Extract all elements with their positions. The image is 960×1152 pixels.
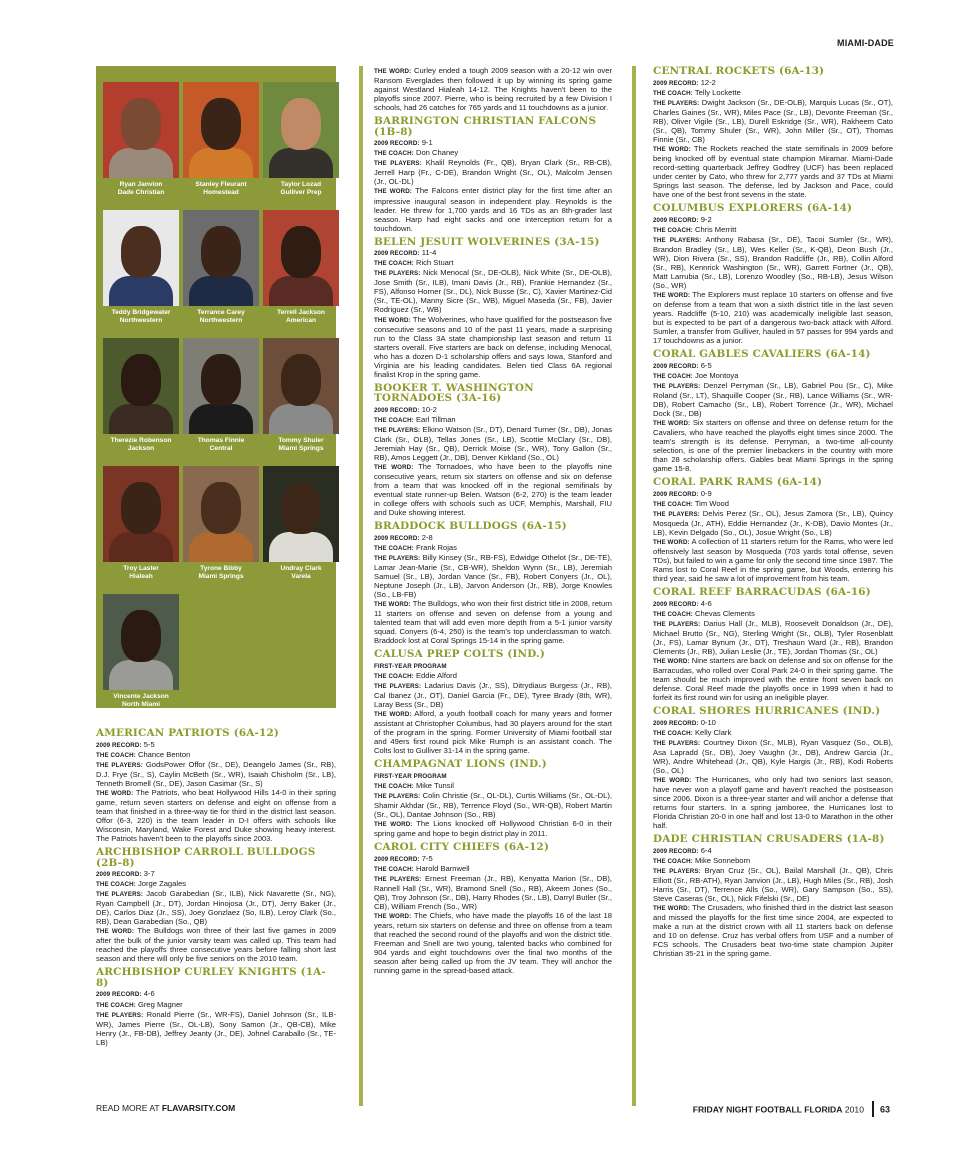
team-players: THE PLAYERS: Denzel Perryman (Sr., LB), Gabriel Pou (Sr., C), Mike Roland (Sr., LT), Shaquille Cooper (Sr., RB), Lance Williams (Sr., WR-DB), Robert Camacho (Sr., LB), Robert Torrence (Jr., WR), Michael Dock (Sr., DB): [653, 380, 893, 418]
magazine-name: FRIDAY NIGHT FOOTBALL FLORIDA: [692, 1104, 843, 1115]
player-name: Vincente Jackson: [113, 693, 169, 700]
player-caption: [261, 309, 341, 325]
team-coach: THE COACH: Harold Barnwell: [374, 863, 470, 873]
team-entry-coral-shores-hurricanes-ind: [653, 706, 893, 830]
player-shirt: [109, 532, 173, 562]
team-coach: THE COACH: Rich Stuart: [374, 258, 454, 268]
team-coach: THE COACH: Greg Magner: [96, 999, 183, 1009]
team-entry-coral-reef-barracudas-6a-16: [653, 587, 893, 702]
read-more-text: READ MORE AT: [96, 1103, 160, 1113]
footer-folio: [693, 1102, 890, 1118]
player-name: Therezie Robenson: [110, 437, 172, 444]
team-record: 2009 RECORD: 9-2: [653, 214, 712, 224]
team-entry-archbishop-carroll-bulldogs-2b-8: [96, 847, 336, 963]
team-word: THE WORD: The Bulldogs won three of their last five games in 2009 after the bulk of the junior varsity team was called up. This team had reached the playoffs three consecutive years before falling short last season and there will only be five seniors on the 2010 team.: [96, 926, 337, 964]
column-divider-right: [632, 66, 636, 1106]
team-word: THE WORD: The Explorers must replace 10 starters on offense and five on defense from a team that won a sixth district title in the last seven years. Radcliffe (5-10, 210) was academically ineligible last season, but is expected to be part of a dangerous two-back attack with Alford. Sumler, a transfer from Gulliver, hauled in 57 passes for 994 yards and 17 touchdowns as a junior.: [653, 289, 893, 346]
player-photo: [183, 210, 259, 306]
player-photo: [103, 210, 179, 306]
team-entry-dade-christian-crusaders-1a-8: [653, 834, 893, 958]
team-entry-coral-gables-cavaliers-6a-14: [653, 349, 893, 473]
team-name: CALUSA PREP COLTS (IND.): [374, 648, 545, 661]
team-name: ARCHBISHOP CURLEY KNIGHTS (1A-8): [96, 966, 326, 989]
player-caption: [101, 437, 181, 453]
team-record: 2009 RECORD: 3-7: [96, 869, 155, 879]
player-name: Troy Laster: [123, 565, 159, 572]
team-name: COLUMBUS EXPLORERS (6A-14): [653, 202, 853, 215]
team-word: THE WORD: The Falcons enter district play for the first time after an impressive inaugural season in independent play. Reynolds is the leader. He threw for 1,700 yards and 16 TDs as an 8th-grader last season. Harp had eight sacks and one interception return for a touchdown.: [374, 186, 612, 233]
player-name: Stanley Fleurant: [195, 181, 247, 188]
player-photo: [103, 466, 179, 562]
team-coach: THE COACH: Chance Benton: [96, 749, 191, 759]
player-caption: [101, 309, 181, 325]
player-shirt: [269, 404, 333, 434]
team-name: DADE CHRISTIAN CRUSADERS (1A-8): [653, 833, 885, 846]
team-word: THE WORD: The Rockets reached the state semifinals in 2009 before being knocked off by eventual state champion Miramar. Miami-Dade record-setting quarterback Jeffrey Godfrey (UCF) has been replaced under center by Cato, who threw for 2,777 yards and 37 TDs at Miami Springs last season. The defense, led by Jackson and Pace, could have one of the best front sevens in the state.: [653, 143, 893, 200]
team-entry-booker-t-washington-tornadoes-3a-16: [374, 383, 612, 518]
team-players: THE PLAYERS: GodsPower Offor (Sr., DE), Deangelo James (Sr., RB), D.J. Frye (Sr., S), Caylin McBeth (Sr., WR), Isaiah Chisholm (Sr., LB), Tenneth Bromell (Sr., DE), Jason Casimar (Sr., S): [96, 759, 336, 788]
team-name: CHAMPAGNAT LIONS (IND.): [374, 758, 547, 771]
team-players: THE PLAYERS: Ronald Pierre (Sr., WR-FS), Daniel Johnson (Sr., ILB-WR), James Pierre (Sr., OL-LB), Sony Samon (Jr., QB-CB), Mike Henry (Jr., FB-DB), Jeffrey Jeanty (Jr., DE), Johnel Caraballo (Sr., TE-LB): [96, 1009, 336, 1047]
team-players: THE PLAYERS: Ernest Freeman (Jr., RB), Kenyatta Marion (Sr., DB), Rannell Hall (Sr., WR), Bramond Snell (So., RB), Akeem Jones (So., QB), Troy Johnson (Sr., DB), Harry Rhodes (Sr., LB), Darryl Butler (Sr., CB), William French (So., WR): [374, 873, 613, 912]
player-photo: [263, 338, 339, 434]
player-school: Northwestern: [199, 317, 243, 324]
team-word: THE WORD: The Tornadoes, who have been to the playoffs nine consecutive years, return six starters on offense and six on defense from a team that was knocked off in the regional semifinals by eventual state runner-up Belen. Watson (6-2, 270) is the team leader in college offers with schools such as UCF, Memphis, Marshall, FIU and Duke showing interest.: [374, 462, 612, 518]
team-record: 2009 RECORD: 6-4: [653, 845, 712, 855]
team-word: THE WORD: Six starters on offense and three on defense return for the Cavaliers, who have reached the playoffs eight times since 2000. The team's strength is its defense. Perryman, a two-time all-county selection, is one of the premier linebackers in the country with more than 28 scholarship offers. Gables beat Miami Springs in the spring game 15-8.: [653, 418, 893, 474]
player-name: Terrell Jackson: [277, 309, 325, 316]
site-link[interactable]: FLAVARSITY.COM: [161, 1103, 236, 1113]
player-face: [281, 482, 321, 534]
team-coach: THE COACH: Tim Wood: [653, 498, 730, 508]
player-face: [201, 354, 241, 406]
team-players: THE PLAYERS: Ladarius Davis (Jr., SS), Ditrydiaus Burgess (Jr., RB), Cal Ibanez (Jr., OT), Daniel Garcia (Fr., DE), Tyree Brady (8th, WR), Laray Bess (Sr., DB): [374, 681, 612, 710]
team-name: CENTRAL ROCKETS (6A-13): [653, 65, 825, 77]
player-school: Miami Springs: [198, 573, 244, 580]
player-photo: [183, 82, 259, 178]
team-word: THE WORD: Alford, a youth football coach for many years and former assistant at Christopher Columbus, had 30 players around for the start of the program in the spring. Former University of Miami football star and 49ers first round pick Mike Rumph is an assistant coach. The Colts lost to Gulliver 31-14 in the spring game.: [374, 709, 612, 756]
player-shirt: [109, 404, 173, 434]
team-record: FIRST-YEAR PROGRAM: [374, 662, 447, 670]
word-text: Curley ended a tough 2009 season with a 20-12 win over Ransom Everglades then followed it up by winning its spring game against Westland Hialeah 14-12. The Knights haven't been to the playoffs since 2007. Pierre, who is being recruited by a few Division I schools, had 26 catches for 765 yards and 11 touchdowns as a junior.: [374, 66, 612, 113]
team-name: CAROL CITY CHIEFS (6A-12): [374, 841, 550, 854]
player-caption: [181, 437, 261, 453]
team-coach: THE COACH: Mike Sonneborn: [653, 855, 751, 865]
player-shirt: [109, 660, 173, 690]
team-name: CORAL GABLES CAVALIERS (6A-14): [653, 348, 871, 361]
player-shirt: [269, 276, 333, 306]
team-entry-archbishop-curley-knights-1a-8: [96, 967, 336, 1046]
team-entry-braddock-bulldogs-6a-15: [374, 521, 612, 645]
player-shirt: [189, 404, 253, 434]
team-players: THE PLAYERS: Dwight Jackson (Sr., DE-OLB), Marquis Lucas (Sr., OT), Charles Gaines (Sr., WR), Miles Pace (Sr., LB), Devonte Freeman (Sr., RB), Oliver Vigile (Sr., LB), Durell Eskridge (Sr., WR), Rakheem Cato (Sr., QB), Tommy Shuler (Sr., WR), John Miller (Sr., OT), Thomas Finnie (Sr., CB): [653, 97, 893, 144]
player-shirt: [189, 148, 253, 178]
team-word: THE WORD: The Lions knocked off Hollywood Christian 6-0 in their spring game and hope to begin district play in 2011.: [374, 819, 612, 839]
player-face: [281, 354, 321, 406]
player-photo: [183, 466, 259, 562]
team-name: BARRINGTON CHRISTIAN FALCONS (1B-8): [374, 115, 597, 138]
player-shirt: [189, 276, 253, 306]
player-school: Varela: [291, 573, 311, 580]
team-players: THE PLAYERS: Jacob Garabedian (Sr., ILB), Nick Navarette (Sr., NG), Ryan Campbell (Jr., DT), Jordan Hinojosa (Jr., DT), Jerry Baker (Jr., DE), Carlos Diaz (Jr., SS), Joey Gonzlaez (So, ILB), Leroy Clark (So., RB), Dean Garabedian (So., QB): [96, 889, 336, 927]
team-word: THE WORD: The Bulldogs, who won their first district title in 2008, return 11 starters on offense and seven on defense from a young and talented team that will add even more depth from a 5-1 junior varsity squad. Conyers (6-4, 250) is the team's top underclassman to watch. Braddock lost at Coral Springs 15-14 in the spring game.: [374, 599, 612, 646]
column-middle: [374, 66, 612, 979]
player-shirt: [109, 276, 173, 306]
team-name: CORAL PARK RAMS (6A-14): [653, 476, 823, 489]
player-face: [121, 610, 161, 662]
team-players: THE PLAYERS: Anthony Rabasa (Sr., DE), Tacoi Sumler (Sr., WR), Brandon Bradley (Sr., LB), Wes Keller (Sr., K-QB), Deon Bush (Jr., WR), Dion Rivera (Sr., SS), Brandon Radcliffe (Jr., RB), Collin Alford (Sr., RB), Kennrick Washington (Sr., WR), Garrett Fortner (Jr., QB), Matt Larrubia (Sr., LB), Lorenzo Woodley (So., RB-LB), Jesus Wilson (So., WR): [653, 234, 893, 290]
player-photo: [103, 594, 179, 690]
team-record: 2009 RECORD: 6-5: [653, 360, 712, 370]
team-entry-champagnat-lions-ind: [374, 759, 612, 838]
team-record: 2009 RECORD: 4-6: [96, 989, 155, 999]
team-record: 2009 RECORD: 0-9: [653, 488, 712, 498]
team-name: AMERICAN PATRIOTS (6A-12): [96, 727, 280, 739]
player-photo: [263, 466, 339, 562]
column-divider-left: [359, 66, 363, 1106]
team-coach: THE COACH: Frank Rojas: [374, 542, 457, 552]
player-school: Gulliver Prep: [280, 189, 322, 196]
player-caption: [101, 565, 181, 581]
player-school: Northwestern: [119, 317, 163, 324]
player-face: [201, 482, 241, 534]
player-school: Dade Christian: [117, 189, 165, 196]
player-name: Tommy Shuler: [278, 437, 324, 444]
team-record: 2009 RECORD: 9-1: [374, 138, 433, 148]
team-entry-continued: [374, 66, 612, 112]
player-name: Thomas Finnie: [197, 437, 245, 444]
team-word: THE WORD: The Crusaders, who finished third in the district last season and missed the playoffs for the first time since 2004, are expected to make a run at the district crown with all 11 starters back on defense and 10 on defense. Cruz has verbal offers from USF and a number of FCS schools. The Crusaders beat two-time state champion Jupiter Christian 35-21 in the spring game.: [653, 903, 893, 959]
player-face: [121, 482, 161, 534]
player-photo: [263, 210, 339, 306]
team-players: THE PLAYERS: Billy Kinsey (Sr., RB-FS), Edwidge Othelot (Sr., DE-TE), Lamar Jean-Marie (Sr., CB-WR), Sheldon Wynn (Sr., LB), Jeremiah Samuel (Sr., LB), Jordan Vance (Sr., FB), Robert Conyers (Jr., OL), Neptune Joseph (Jr., LB), Jarvon Anderson (Jr., RB), Jorge Knowles (So., LB-FB): [374, 553, 612, 600]
team-entry-columbus-explorers-6a-14: [653, 203, 893, 345]
player-name: Ryan Janvion: [119, 181, 163, 188]
player-caption: [101, 181, 181, 197]
player-name: Teddy Bridgewater: [111, 309, 171, 316]
team-name: BRADDOCK BULLDOGS (6A-15): [374, 520, 567, 533]
team-entry-central-rockets-6a-13: [653, 66, 893, 199]
player-shirt: [269, 532, 333, 562]
team-record: 2009 RECORD: 11-4: [374, 248, 437, 258]
player-shirt: [269, 148, 333, 178]
player-name: Taylor Lozad: [280, 181, 322, 188]
team-word: THE WORD: The Chiefs, who have made the playoffs 16 of the last 18 years, return six starters on defense and three on offense from a team that reached the second round of the playoffs and won the district title. Freeman and Snell are two young, talented backs who combined for 904 yards and eight touchdowns over the final two months of the season after being called up from the JV team. They will anchor the running game in the spread-based attack.: [374, 911, 612, 976]
team-entry-barrington-christian-falcons-1b-8: [374, 116, 612, 232]
page-number: 63: [879, 1104, 890, 1115]
player-name: Tyrone Bibby: [200, 565, 242, 572]
folio-divider: [872, 1101, 874, 1117]
team-name: ARCHBISHOP CARROLL BULLDOGS (2B-8): [96, 846, 316, 869]
team-players: THE PLAYERS: Nick Menocal (Sr., DE-OLB), Nick White (Sr., DE-OLB), Jose Smith (Sr., ILB), Imani Davis (Jr., RB), Frankie Hernandez (Sr., FS), Alfonso Horner (Sr., DL), Nick Busse (Sr., C), Xavier Martinez-Cid (Sr., TE-OL), Manny Sicre (Sr., WB), Miguel Maseda (Sr., FB), Javier Rodriguez (Sr., WB): [374, 268, 612, 315]
team-entry-american-patriots-6a-12: [96, 728, 336, 843]
team-record: FIRST-YEAR PROGRAM: [374, 772, 447, 780]
player-school: Miami Springs: [278, 445, 324, 452]
player-caption: [261, 437, 341, 453]
player-face: [121, 226, 161, 278]
player-face: [121, 354, 161, 406]
player-photo: [103, 82, 179, 178]
team-players: THE PLAYERS: Colin Christie (Sr., OL-DL), Curtis Williams (Sr., OL-DL), Shamir Akhdar (Sr., RB), Terrence Floyd (So., WR-QB), Robert Martin (Sr., OL), Dantae Johnson (So., RB): [374, 791, 612, 820]
player-school: American: [285, 317, 317, 324]
team-coach: THE COACH: Kelly Clark: [653, 727, 732, 737]
team-name: BELEN JESUIT WOLVERINES (3A-15): [374, 235, 600, 248]
team-entry-coral-park-rams-6a-14: [653, 477, 893, 583]
player-shirt: [109, 148, 173, 178]
player-school: Central: [209, 445, 233, 452]
team-entry-carol-city-chiefs-6a-12: [374, 842, 612, 975]
team-name: BOOKER T. WASHINGTON TORNADOES (3A-16): [374, 381, 534, 405]
player-caption: [181, 181, 261, 197]
player-caption: [101, 693, 181, 709]
team-coach: THE COACH: Mike Tunsil: [374, 781, 454, 790]
team-record: 2009 RECORD: 2-8: [374, 532, 433, 542]
team-players: THE PLAYERS: Delvis Perez (Sr., OL), Jesus Zamora (Sr., LB), Quincy Mosqueda (Jr., ATH), Eddie Hernandez (Jr., K-DB), Davio Montes (Jr., LB), Kevin Delgado (So., OL), Josue Wright (So., LB): [653, 508, 893, 538]
team-coach: THE COACH: Jorge Zagales: [96, 879, 187, 889]
player-school: North Miami: [121, 701, 161, 708]
player-face: [201, 226, 241, 278]
team-record: 2009 RECORD: 4-6: [653, 598, 712, 608]
team-players: THE PLAYERS: Elkino Watson (Sr., DT), Denard Turner (Sr., DB), Jonas Clark (Sr., OLB), Tellas Jones (Sr., LB), Scottie McClary (Sr., DB), Jeremiah Hay (Sr., QB), Derrick Moise (Sr., WR), Tony Gallon (Sr., RB), Amos Leggett (Jr., DB), Denver Kirkland (So., OL): [374, 424, 612, 463]
player-face: [121, 98, 161, 150]
team-record: 2009 RECORD: 0-10: [653, 717, 716, 727]
team-coach: THE COACH: Chevas Clements: [653, 608, 755, 618]
team-record: 2009 RECORD: 7-5: [374, 853, 433, 863]
column-left: [96, 728, 336, 1051]
team-record: 2009 RECORD: 12-2: [653, 77, 716, 87]
team-players: THE PLAYERS: Bryan Cruz (Sr., OL), Bailal Marshall (Jr., QB), Chris Elliott (Sr., RB-ATH), Ryan Janvion (Jr., LB), Hugh Miles (Sr., RB), Josh Harris (Sr., DT), Terrence Alls (So., WR), Gary Sampson (So., SS), Steve Caseras (Sr., OL), Nick Fifelski (Sr., DE): [653, 865, 893, 904]
team-record: 2009 RECORD: 10-2: [374, 404, 437, 414]
team-coach: THE COACH: Telly Lockette: [653, 87, 741, 97]
team-word-continued: [374, 66, 612, 112]
player-school: Hialeah: [129, 573, 153, 580]
team-coach: THE COACH: Don Chaney: [374, 148, 459, 158]
player-name: Undray Clark: [280, 565, 322, 572]
player-photo-panel: [96, 66, 336, 708]
team-coach: THE COACH: Earl Tillman: [374, 414, 456, 424]
team-word: THE WORD: The Patriots, who beat Hollywood Hills 14-0 in their spring game, return seven starters on defense and eight on offense from a team that finished in a three-way tie for third in the district last season. Offor (6-3, 220) is the team leader in D-I offers with schools like Wisconsin, Maryland, Wake Forest and Duke showing heavy interest. The Patriots haven't been to the playoffs since 2003.: [96, 787, 336, 843]
footer-read-more: [96, 1103, 235, 1113]
team-coach: THE COACH: Joe Montoya: [653, 370, 739, 380]
player-school: Homestead: [203, 189, 239, 196]
player-photo: [263, 82, 339, 178]
team-word: THE WORD: A collection of 11 starters return for the Rams, who were led offensively last season by Mosqueda (703 yards total offense, seven TDs), but failed to win a game for only the second time since 1987. The Rams lost to Coral Reef in the spring game, but Woods, entering his third year, said he saw a lot of improvement from his team.: [653, 537, 893, 584]
team-word: THE WORD: Nine starters are back on defense and six on offense for the Barracudas, who rolled over Coral Park 24-0 in their spring game. The team should be much improved with the entire front seven back on defense. Coral Reef made the playoffs once in 1999 when it had to forfeit its first round win for using an ineligible player.: [653, 656, 893, 703]
player-name: Terrance Carey: [197, 309, 245, 316]
team-name: CORAL REEF BARRACUDAS (6A-16): [653, 586, 871, 599]
team-entry-calusa-prep-colts-ind: [374, 649, 612, 755]
player-photo: [103, 338, 179, 434]
team-word: THE WORD: The Wolverines, who have qualified for the postseason five consecutive seasons and 10 of the past 11 years, made a surprising run to the Class 3A state championship last season and return 11 starters overall. Five starters are back on defense, including Menocal, who has a dozen D-1 scholarship offers and says Iowa, Stanford and Virginia are his leading candidates. Belen tied Class 6A regional finalist Krop in the spring game.: [374, 314, 612, 379]
team-players: THE PLAYERS: Courtney Dixon (Sr., MLB), Ryan Vasquez (So., OLB), Asa Lapradd (Sr., DB), Joey Vaughn (Jr., DB), Andrew Garcia (Jr., WR), Andre Whitehead (Jr., QB), Kyle Hargis (Jr., RB), Kodi Roberts (So., OL): [653, 737, 893, 776]
team-record: 2009 RECORD: 5-5: [96, 739, 155, 749]
word-label: THE WORD:: [374, 68, 412, 75]
column-right: [653, 66, 893, 962]
player-caption: [261, 565, 341, 581]
team-name: CORAL SHORES HURRICANES (IND.): [653, 705, 881, 718]
player-photo: [183, 338, 259, 434]
player-caption: [181, 309, 261, 325]
team-coach: THE COACH: Eddie Alford: [374, 671, 457, 681]
magazine-year: 2010: [844, 1104, 864, 1115]
team-players: THE PLAYERS: Darius Hall (Jr., MLB), Roosevelt Donaldson (Jr., DE), Michael Brutto (Sr., NG), Sterling Wright (Sr., OLB), Tyler Rosenblatt (Jr., FS), Lamar Bynum (Jr., DT), Treshaun Ward (Jr., RB), Brandon Clements (Jr., RB), Julian Leslie (Jr., TE), Jordan Thomas (Sr., OL): [653, 618, 893, 657]
team-players: THE PLAYERS: Khalil Reynolds (Fr., QB), Bryan Clark (Sr., RB-CB), Jerrell Harp (Fr., C-DE), Brandon Wright (Sr., OL), Malcolm Jensen (Jr., OL-DL): [374, 158, 612, 187]
team-entry-belen-jesuit-wolverines-3a-15: [374, 237, 612, 379]
player-face: [281, 226, 321, 278]
player-school: Jackson: [127, 445, 155, 452]
player-shirt: [189, 532, 253, 562]
team-word: THE WORD: The Hurricanes, who only had two seniors last season, have never won a playoff game and haven't reached the postseason since 2006. Dixon is a three-year starter and will anchor a defense that returns four starters. In a spring jamboree, the Hurricanes lost to Florida Christian 20-0 in one half and lost 13-0 to Marathon in the other half.: [653, 775, 894, 831]
team-coach: THE COACH: Chris Merritt: [653, 224, 737, 234]
player-caption: [181, 565, 261, 581]
player-face: [281, 98, 321, 150]
player-caption: [261, 181, 341, 197]
player-face: [201, 98, 241, 150]
section-label: MIAMI-DADE: [837, 38, 894, 48]
